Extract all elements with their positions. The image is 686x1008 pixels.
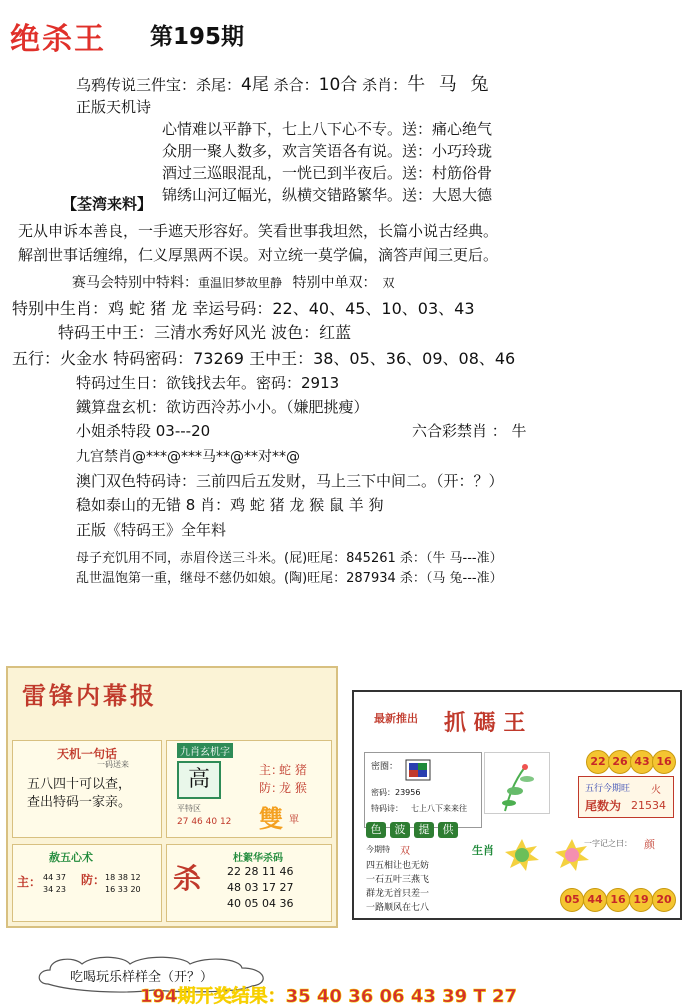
tag-label: 提 xyxy=(414,822,434,838)
fang-label: 防： xyxy=(259,781,284,795)
source-line: 无从申诉本善良，一手遮天形容好。笑看世事我坦然，长篇小说古经典。 xyxy=(18,222,499,240)
row-abacus: 鐵算盘玄机：欲访西泠苏小小。（嫌肥挑瘦） xyxy=(76,398,369,416)
mima-label: 密圈： xyxy=(371,762,399,772)
tag-label: 供 xyxy=(438,822,458,838)
grid-right-1: 18 38 12 xyxy=(105,873,141,882)
page-title: 绝杀王 xyxy=(10,22,106,57)
poem-label: 特码诗： xyxy=(371,804,403,813)
sky-line-2: 查出特码一家亲。 xyxy=(27,795,132,810)
row-palace: 九宫禁肖@***@***马**@**对**@ xyxy=(76,449,300,465)
verse-line: 一石五叶三燕飞 xyxy=(366,875,430,885)
kill-title: 杜絮华杀码 xyxy=(233,853,283,864)
row-mother-1: 母子充饥用不同，赤眉伶送三斗米。(屁)旺尾：845261 杀：（牛 马---准） xyxy=(76,551,503,566)
row-birthday: 特码过生日：欲钱找去年。密码：2913 xyxy=(76,374,340,392)
number-ball: 19 xyxy=(629,888,653,912)
tag-label: 色 xyxy=(366,822,386,838)
poem-line: 酒过三巡眼混乱，一恍已到半夜后。送：村筋俗骨 xyxy=(162,164,493,182)
mima-box xyxy=(364,752,482,828)
number-ball: 16 xyxy=(652,750,676,774)
verse-line: 一路顺风在七八 xyxy=(366,903,430,913)
grid-right-2: 16 33 20 xyxy=(105,885,141,894)
source-tag: 【荃湾来料】 xyxy=(62,195,153,213)
double-char: 雙 xyxy=(259,805,283,833)
verse-line: 四五相让也无妨 xyxy=(366,861,430,871)
today-value: 双 xyxy=(400,846,410,857)
kill-row-2: 48 03 17 27 xyxy=(227,881,294,894)
zhu2-label: 主： xyxy=(17,875,42,889)
sky-box xyxy=(12,740,162,838)
crow-mid: 杀合： xyxy=(273,76,319,94)
number-ball: 16 xyxy=(606,888,630,912)
row-fulltitle: 正版《特码王》全年料 xyxy=(76,521,227,539)
poem-line: 心情难以平静下，七上八下心不专。送：痛心绝气 xyxy=(162,120,493,138)
hint-title: 九肖玄机字 xyxy=(177,743,233,758)
crow-tail: 4尾 xyxy=(241,75,269,95)
result-banner: 194期开奖结果：35 40 36 06 43 39 T 27 xyxy=(140,986,518,1007)
row-special: 特别中生肖：鸡 蛇 猪 龙 幸运号码：22、40、45、10、03、43 xyxy=(12,299,475,318)
kill-row-1: 22 28 11 46 xyxy=(227,865,294,878)
verse-line: 群龙无首只差一 xyxy=(366,889,430,899)
five-value: 火 xyxy=(651,785,661,796)
sky-sub: 一码送来 xyxy=(97,760,129,769)
crow-xiao: 牛 马 兔 xyxy=(407,74,493,95)
crow-label: 乌鸦传说三件宝：杀尾： xyxy=(76,76,242,94)
cloud-text: 吃喝玩乐样样全（开？） xyxy=(70,970,214,985)
poem-line: 众朋一聚人数多，欢言笑语各有说。送：小巧玲珑 xyxy=(162,142,493,160)
number-ball: 43 xyxy=(630,750,654,774)
fang2-label: 防： xyxy=(81,873,106,887)
row-horse-label: 赛马会特别中特料： xyxy=(72,275,198,291)
row-horse-value: 重温旧梦故里静 xyxy=(198,276,283,290)
row-macau: 澳门双色特码诗：三前四后五发财，马上三下中间二。（开：？） xyxy=(76,472,504,490)
left-panel-title: 雷锋内幕报 xyxy=(22,681,157,710)
row-horse xyxy=(72,272,394,292)
flat-label: 平特区 xyxy=(177,804,201,813)
sky-title: 天机一句话 xyxy=(57,747,118,761)
mima-code: 密码：23956 xyxy=(371,788,421,797)
hint-big-char: 高 xyxy=(177,761,221,799)
plant-illustration xyxy=(484,752,550,814)
row-king: 特码王中王：三清水秀好风光 波色：红蓝 xyxy=(58,323,352,342)
tail-label: 尾数为 xyxy=(585,799,622,813)
row-girl-right: 六合彩禁肖 ： 牛 xyxy=(412,422,527,440)
kill-box xyxy=(166,844,332,922)
source-line: 解剖世事话缠绵，仁义厚黑两不误。对立统一莫学偏，滴答声闻三更后。 xyxy=(18,246,499,264)
row-five: 五行：火金水 特码密码：73269 王中王：38、05、36、09、08、46 xyxy=(12,349,516,368)
dan-char: 單 xyxy=(289,815,299,826)
right-panel-title: 抓 碼 王 xyxy=(444,710,526,736)
zhu-label: 主： xyxy=(259,763,284,777)
phrase-label: 一字记之曰： xyxy=(584,839,632,848)
number-ball: 20 xyxy=(652,888,676,912)
poem-title: 正版天机诗 xyxy=(76,98,152,116)
pig-icon xyxy=(554,838,590,872)
row-horse-label2: 特别中单双： xyxy=(292,275,377,291)
shengxiao-label: 生肖 xyxy=(472,844,494,857)
mind-title: 赦五心术 xyxy=(49,851,93,864)
crow-line xyxy=(76,70,493,96)
poem-value: 七上八下来来往 xyxy=(411,804,467,813)
five-box xyxy=(578,776,674,818)
fang-value: 龙 猴 xyxy=(279,781,307,795)
zhu-value: 蛇 猪 xyxy=(279,763,307,777)
crow-he: 10合 xyxy=(318,75,358,95)
five-label: 五行今期旺 xyxy=(585,784,631,794)
poem-line: 锦绣山河辽幅光，纵横交错路繁华。送：大恩大德 xyxy=(162,186,493,204)
kill-char: 杀 xyxy=(173,862,202,895)
row-horse-value2: 双 xyxy=(382,276,395,290)
hint-box xyxy=(166,740,332,838)
number-ball: 22 xyxy=(586,750,610,774)
phrase-value: 颜 xyxy=(644,838,655,851)
mind-box xyxy=(12,844,162,922)
number-ball: 05 xyxy=(560,888,584,912)
crow-xiao-label: 杀肖： xyxy=(362,76,408,94)
row-taishan: 稳如泰山的无错 8 肖：鸡 蛇 猪 龙 猴 鼠 羊 狗 xyxy=(76,496,384,514)
sky-line-1: 五八四十可以查， xyxy=(27,777,132,792)
issue-number: 第195期 xyxy=(150,24,245,50)
left-panel xyxy=(6,666,338,928)
new-tag: 最新推出 xyxy=(374,712,418,725)
kill-row-3: 40 05 04 36 xyxy=(227,897,294,910)
row-mother-2: 乱世温饱第一重，继母不慈仍如娘。(陶)旺尾：287934 杀：（马 兔---准） xyxy=(76,571,503,586)
tag-label: 波 xyxy=(390,822,410,838)
flat-nums: 27 46 40 12 xyxy=(177,817,232,827)
today-label: 今期特 xyxy=(366,845,390,854)
grid-left-1: 44 37 xyxy=(43,873,66,882)
row-girl: 小姐杀特段 03---20 xyxy=(76,422,211,440)
tail-value: 21534 xyxy=(631,799,666,812)
number-ball: 44 xyxy=(583,888,607,912)
grid-left-2: 34 23 xyxy=(43,885,66,894)
number-ball: 26 xyxy=(608,750,632,774)
dragon-icon xyxy=(504,838,540,872)
right-panel xyxy=(352,690,682,920)
logo-icon xyxy=(405,759,431,781)
